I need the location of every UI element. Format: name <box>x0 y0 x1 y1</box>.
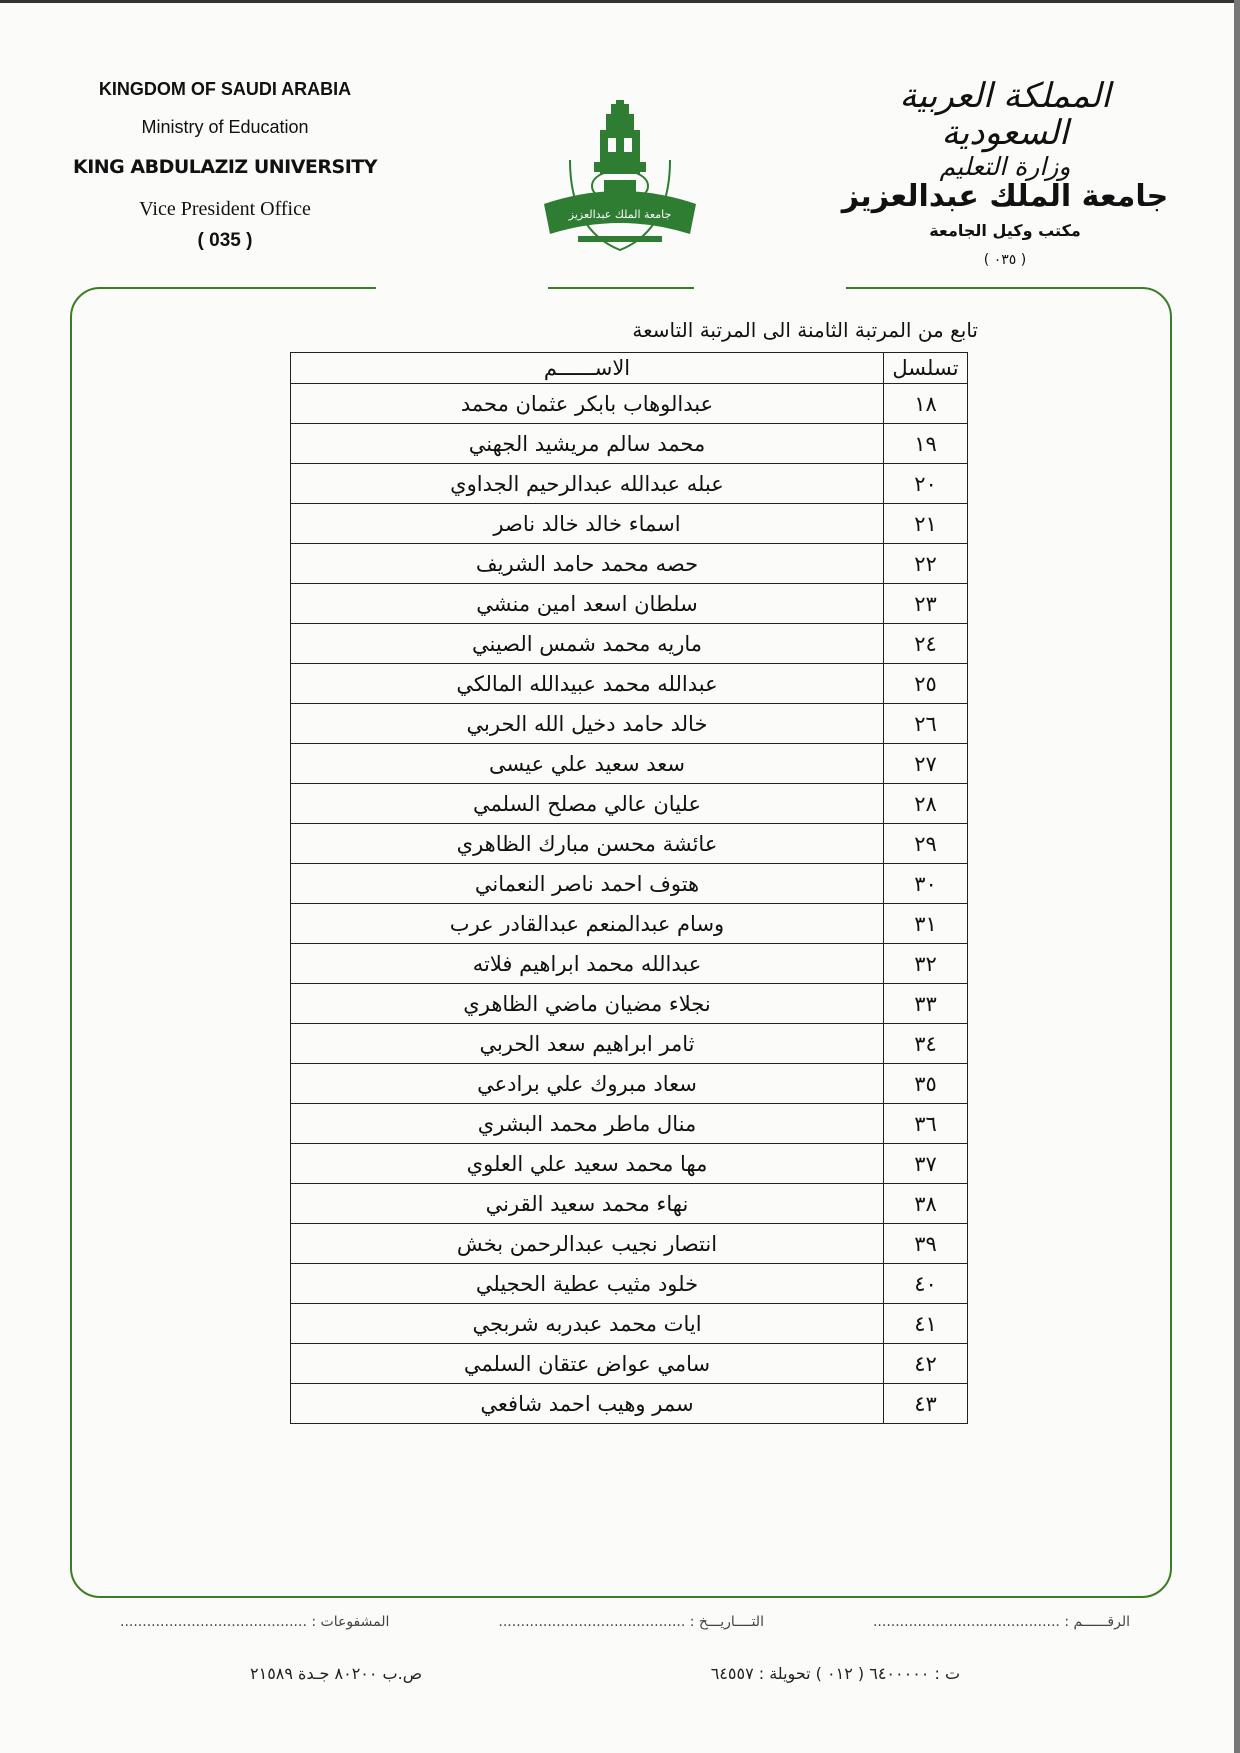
row-name: عليان عالي مصلح السلمي <box>291 784 884 824</box>
row-name: سعد سعيد علي عيسى <box>291 744 884 784</box>
table-row <box>291 1184 968 1224</box>
table-row <box>291 984 968 1024</box>
row-seq: ٢٢ <box>884 544 968 584</box>
row-seq: ٢٣ <box>884 584 968 624</box>
row-seq: ٣٧ <box>884 1144 968 1184</box>
row-seq: ٣٢ <box>884 944 968 984</box>
row-name: خالد حامد دخيل الله الحربي <box>291 704 884 744</box>
english-letterhead <box>60 80 390 250</box>
table-row <box>291 384 968 424</box>
date-field: التــــاريـــخ : .......................................... <box>498 1614 764 1630</box>
row-name: عبله عبدالله عبدالرحيم الجداوي <box>291 464 884 504</box>
row-seq: ٣٠ <box>884 864 968 904</box>
footer-contact <box>250 1664 960 1683</box>
row-seq: ٣٥ <box>884 1064 968 1104</box>
row-name: وسام عبدالمنعم عبدالقادر عرب <box>291 904 884 944</box>
row-seq: ٢٩ <box>884 824 968 864</box>
university-ar: جامعة الملك عبدالعزيز <box>841 179 1169 215</box>
university-logo-icon <box>540 100 700 270</box>
table-row <box>291 1264 968 1304</box>
table-row <box>291 1224 968 1264</box>
table-row <box>291 1024 968 1064</box>
row-seq: ٤٢ <box>884 1344 968 1384</box>
row-name: سمر وهيب احمد شافعي <box>291 1384 884 1424</box>
office-ar: مكتب وكيل الجامعة <box>929 220 1081 240</box>
footer-fields <box>120 1614 1130 1630</box>
row-name: منال ماطر محمد البشري <box>291 1104 884 1144</box>
row-name: اسماء خالد خالد ناصر <box>291 504 884 544</box>
table-row <box>291 584 968 624</box>
table-row <box>291 424 968 464</box>
row-name: عبدالله محمد ابراهيم فلاته <box>291 944 884 984</box>
row-name: سلطان اسعد امين منشي <box>291 584 884 624</box>
row-name: سامي عواض عتقان السلمي <box>291 1344 884 1384</box>
name-column-header: الاســــــم <box>291 353 884 384</box>
reference-field: الرقــــــم : .......................................... <box>872 1614 1130 1630</box>
row-name: محمد سالم مريشيد الجهني <box>291 424 884 464</box>
row-name: عبدالوهاب بابكر عثمان محمد <box>291 384 884 424</box>
table-row <box>291 664 968 704</box>
table-row <box>291 1104 968 1144</box>
ministry-ar: وزارة التعليم <box>939 151 1071 181</box>
table-row <box>291 784 968 824</box>
row-seq: ٣١ <box>884 904 968 944</box>
table-row <box>291 544 968 584</box>
attachments-field: المشفوعات : .......................................... <box>120 1614 390 1630</box>
row-name: حصه محمد حامد الشريف <box>291 544 884 584</box>
row-name: مها محمد سعيد علي العلوي <box>291 1144 884 1184</box>
row-name: ايات محمد عبدربه شربجي <box>291 1304 884 1344</box>
row-seq: ٤١ <box>884 1304 968 1344</box>
row-seq: ٢٦ <box>884 704 968 744</box>
table-row <box>291 944 968 984</box>
row-seq: ٢٤ <box>884 624 968 664</box>
row-seq: ٣٤ <box>884 1024 968 1064</box>
row-name: نهاء محمد سعيد القرني <box>291 1184 884 1224</box>
table-row <box>291 1384 968 1424</box>
names-table <box>290 352 968 1424</box>
table-row <box>291 1304 968 1344</box>
frame-gap <box>694 283 846 291</box>
row-name: ماريه محمد شمس الصيني <box>291 624 884 664</box>
table-row <box>291 744 968 784</box>
table-row <box>291 1064 968 1104</box>
table-row <box>291 824 968 864</box>
kingdom-en: KINGDOM OF SAUDI ARABIA <box>98 79 352 99</box>
list-caption: تابع من المرتبة الثامنة الى المرتبة التاسعة <box>632 318 978 342</box>
table-body <box>291 384 968 1424</box>
table-row <box>291 624 968 664</box>
row-name: عبدالله محمد عبيدالله المالكي <box>291 664 884 704</box>
row-name: انتصار نجيب عبدالرحمن بخش <box>291 1224 884 1264</box>
row-name: ثامر ابراهيم سعد الحربي <box>291 1024 884 1064</box>
table-header-row <box>291 353 968 384</box>
row-seq: ٢٥ <box>884 664 968 704</box>
office-en: Vice President Office <box>139 198 311 220</box>
table-row <box>291 504 968 544</box>
row-seq: ٤٠ <box>884 1264 968 1304</box>
ministry-en: Ministry of Education <box>141 117 309 137</box>
table-row <box>291 904 968 944</box>
row-name: خلود مثيب عطية الحجيلي <box>291 1264 884 1304</box>
row-seq: ٣٣ <box>884 984 968 1024</box>
row-seq: ٣٩ <box>884 1224 968 1264</box>
row-seq: ٣٨ <box>884 1184 968 1224</box>
row-seq: ٣٦ <box>884 1104 968 1144</box>
row-seq: ٢٠ <box>884 464 968 504</box>
row-name: عائشة محسن مبارك الظاهري <box>291 824 884 864</box>
row-seq: ١٩ <box>884 424 968 464</box>
row-seq: ٢١ <box>884 504 968 544</box>
scan-edge-top <box>0 0 1240 3</box>
row-seq: ١٨ <box>884 384 968 424</box>
row-name: نجلاء مضيان ماضي الظاهري <box>291 984 884 1024</box>
logo-wordmark: جامعة الملك عبدالعزيز <box>568 208 672 221</box>
kingdom-ar: المملكة العربية السعودية <box>899 76 1111 154</box>
university-en: KING ABDULAZIZ UNIVERSITY <box>72 156 378 178</box>
scan-edge-right <box>1234 0 1240 1753</box>
row-seq: ٢٧ <box>884 744 968 784</box>
table-row <box>291 864 968 904</box>
phone-line: ت : ٦٤٠٠٠٠٠ ( ٠١٢ ) تحويلة : ٦٤٥٥٧ <box>710 1664 960 1683</box>
table-row <box>291 464 968 504</box>
row-seq: ٢٨ <box>884 784 968 824</box>
arabic-letterhead <box>840 78 1170 268</box>
office-code-ar: ( ٠٣٥ ) <box>983 251 1027 268</box>
row-name: سعاد مبروك علي برادعي <box>291 1064 884 1104</box>
seq-column-header: تسلسل <box>884 353 968 384</box>
table-row <box>291 1144 968 1184</box>
pobox-line: ص.ب ٨٠٢٠٠ جـدة ٢١٥٨٩ <box>250 1664 423 1683</box>
office-code-en: ( 035 ) <box>197 230 253 251</box>
row-seq: ٤٣ <box>884 1384 968 1424</box>
table-row <box>291 1344 968 1384</box>
frame-gap <box>376 283 548 291</box>
table-row <box>291 704 968 744</box>
row-name: هتوف احمد ناصر النعماني <box>291 864 884 904</box>
